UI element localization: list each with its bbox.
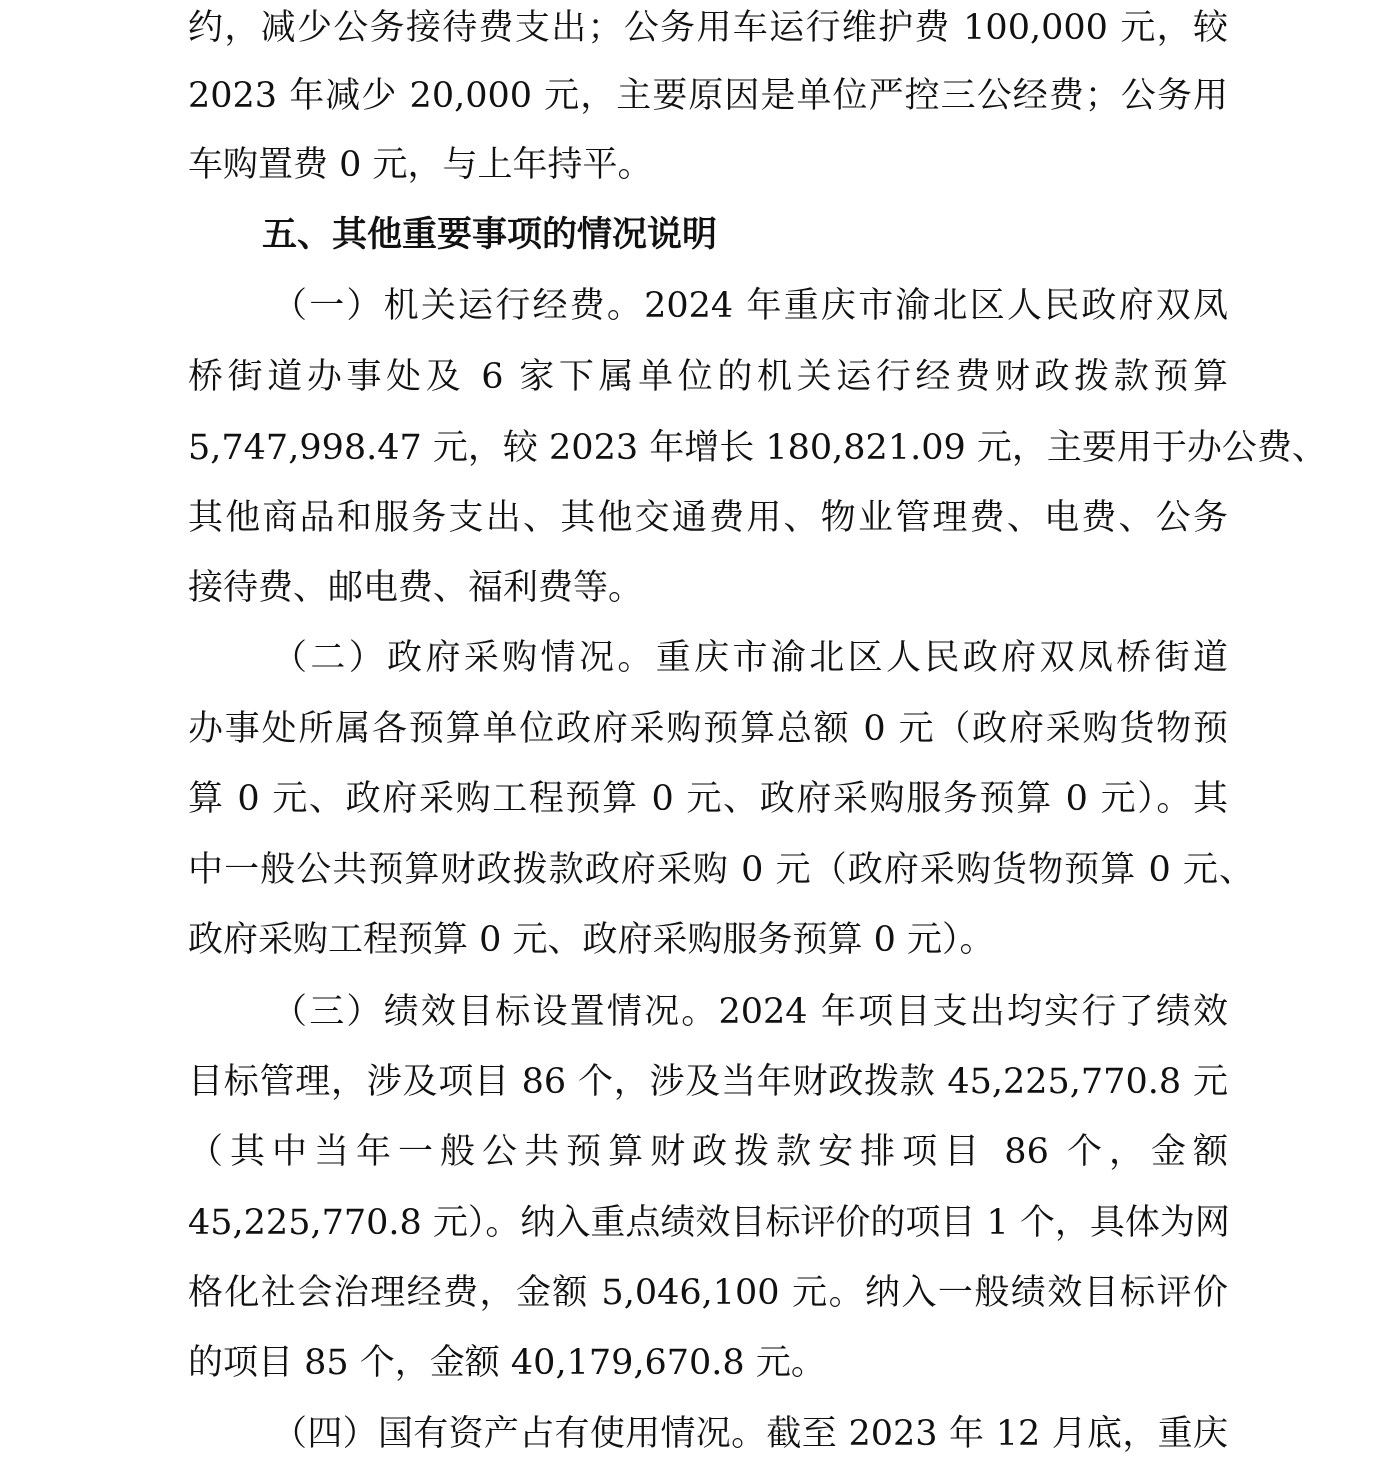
text-line: 约，减少公务接待费支出；公务用车运行维护费 100,000 元，较 [188, 8, 1228, 48]
text-line: 桥街道办事处及 6 家下属单位的机关运行经费财政拨款预算 [188, 357, 1228, 397]
text-line: 算 0 元、政府采购工程预算 0 元、政府采购服务预算 0 元）。其 [188, 779, 1228, 819]
text-line: 2023 年减少 20,000 元，主要原因是单位严控三公经费；公务用 [188, 76, 1228, 116]
text-line: 其他商品和服务支出、其他交通费用、物业管理费、电费、公务 [188, 498, 1228, 538]
text-line: （一）机关运行经费。2024 年重庆市渝北区人民政府双凤 [272, 286, 1228, 326]
text-line: 45,225,770.8 元）。纳入重点绩效目标评价的项目 1 个，具体为网 [188, 1203, 1230, 1243]
text-line: 车购置费 0 元，与上年持平。 [188, 145, 653, 185]
text-line: 中一般公共预算财政拨款政府采购 0 元（政府采购货物预算 0 元、 [188, 850, 1254, 890]
text-line: 办事处所属各预算单位政府采购预算总额 0 元（政府采购货物预 [188, 709, 1228, 749]
text-line: 政府采购工程预算 0 元、政府采购服务预算 0 元）。 [188, 920, 995, 960]
text-line: （其中当年一般公共预算财政拨款安排项目 86 个，金额 [188, 1132, 1228, 1172]
text-line: （四）国有资产占有使用情况。截至 2023 年 12 月底，重庆 [272, 1414, 1228, 1454]
text-line: 目标管理，涉及项目 86 个，涉及当年财政拨款 45,225,770.8 元 [188, 1062, 1228, 1102]
text-line: （三）绩效目标设置情况。2024 年项目支出均实行了绩效 [272, 992, 1228, 1032]
text-line: 的项目 85 个，金额 40,179,670.8 元。 [188, 1343, 826, 1383]
section-heading: 五、其他重要事项的情况说明 [262, 215, 718, 255]
text-line: 5,747,998.47 元，较 2023 年增长 180,821.09 元，主要用于办公费、 [188, 428, 1327, 468]
text-line: 格化社会治理经费，金额 5,046,100 元。纳入一般绩效目标评价 [188, 1273, 1228, 1313]
text-line: 接待费、邮电费、福利费等。 [188, 568, 644, 608]
text-line: （二）政府采购情况。重庆市渝北区人民政府双凤桥街道 [272, 638, 1228, 678]
